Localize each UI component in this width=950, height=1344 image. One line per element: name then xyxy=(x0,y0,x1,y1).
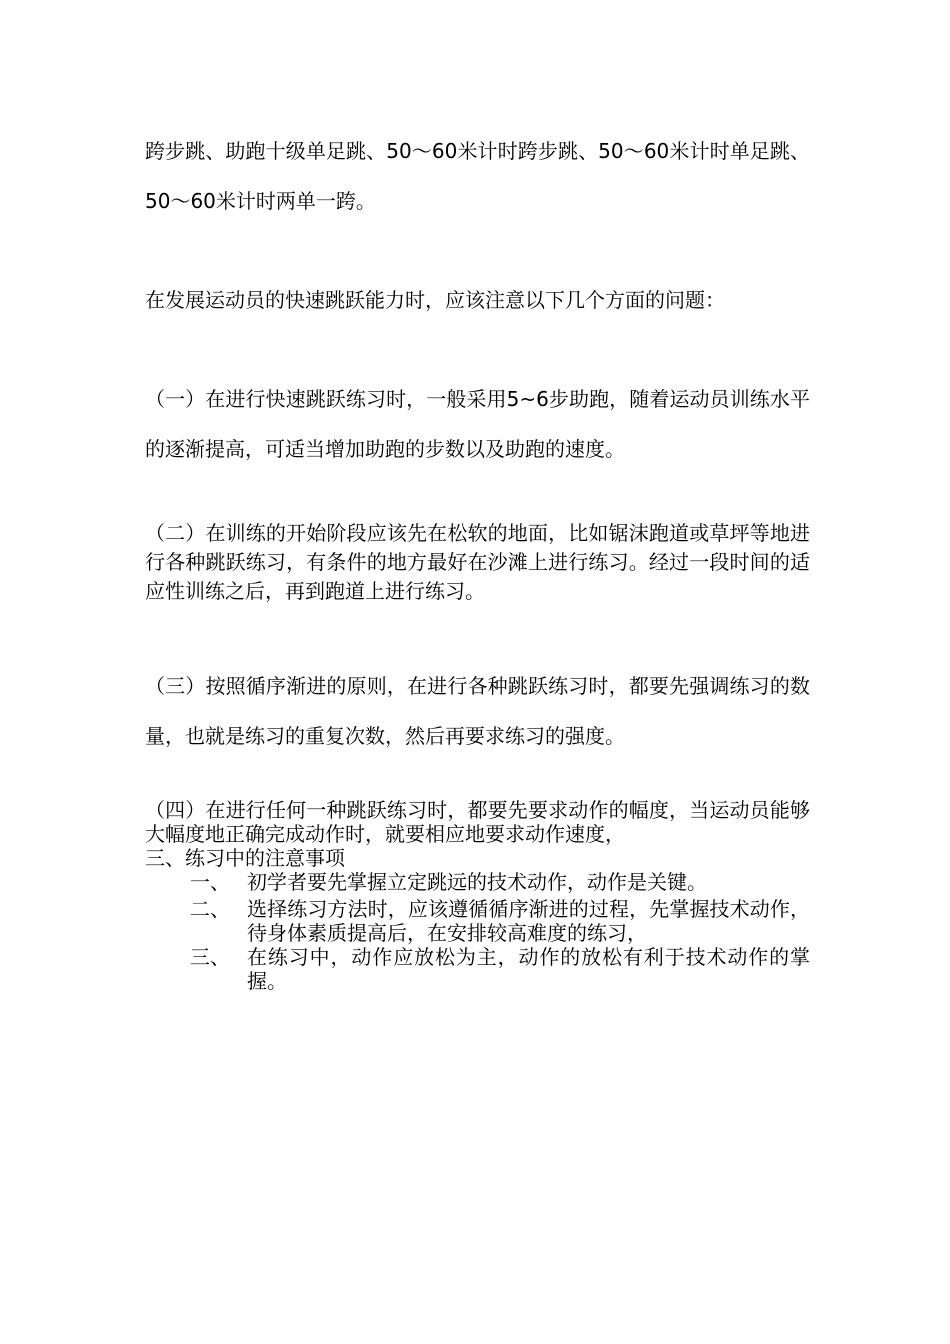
paragraph-jump-drills: 跨步跳、助跑十级单足跳、50～60米计时跨步跳、50～60米计时单足跳、50～60米计时两单一跨。 xyxy=(145,139,810,213)
paragraph-point-3: （三）按照循序渐进的原则，在进行各种跳跃练习时，都要先强调练习的数量，也就是练习的重复次数，然后再要求练习的强度。 xyxy=(145,674,810,748)
paragraph-point-4: （四）在进行任何一种跳跃练习时，都要先要求动作的幅度，当运动员能够大幅度地正确完成动作时，就要相应地要求动作速度， xyxy=(145,798,810,846)
list-item-number: 三、 xyxy=(190,945,230,969)
list-item xyxy=(145,897,810,945)
section-heading: 三、练习中的注意事项 xyxy=(145,846,345,870)
paragraph-point-2: （二）在训练的开始阶段应该先在松软的地面，比如锯沫跑道或草坪等地进行各种跳跃练习，有条件的地方最好在沙滩上进行练习。经过一段时间的适应性训练之后，再到跑道上进行练习。 xyxy=(145,521,810,603)
paragraph-point-1: （一）在进行快速跳跃练习时，一般采用5~6步助跑，随着运动员训练水平的逐渐提高，可适当增加助跑的步数以及助跑的速度。 xyxy=(145,387,810,461)
list-item-text: 在练习中，动作应放松为主，动作的放松有利于技术动作的掌握。 xyxy=(247,945,810,993)
list-item-number: 二、 xyxy=(190,897,230,921)
list-item-number: 一、 xyxy=(190,870,230,894)
list-item xyxy=(145,945,810,993)
list-item-text: 初学者要先掌握立定跳远的技术动作，动作是关键。 xyxy=(247,870,707,894)
list-item xyxy=(145,870,810,894)
list-item-text: 选择练习方法时，应该遵循循序渐进的过程，先掌握技术动作，待身体素质提高后，在安排较高难度的练习， xyxy=(247,897,810,945)
paragraph-intro-notes: 在发展运动员的快速跳跃能力时，应该注意以下几个方面的问题： xyxy=(145,288,725,312)
